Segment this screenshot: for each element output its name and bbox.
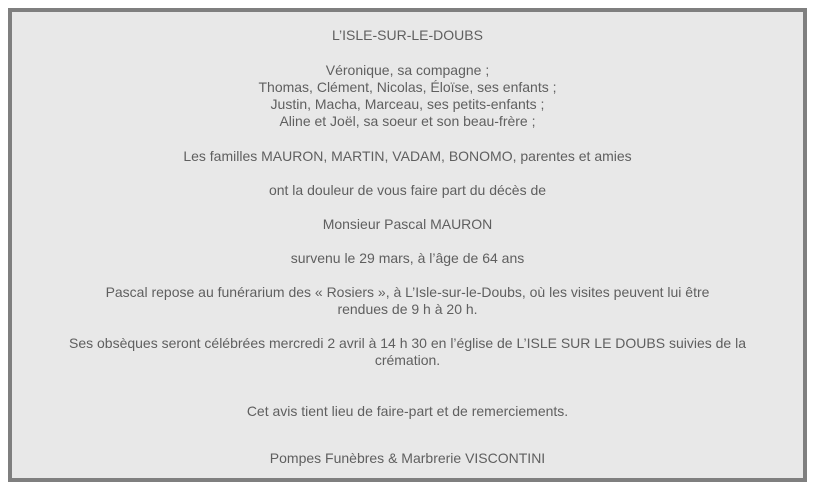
family-line: Thomas, Clément, Nicolas, Éloïse, ses enfants ; bbox=[258, 79, 557, 95]
obituary-notice-frame bbox=[8, 8, 807, 482]
town-heading: L’ISLE-SUR-LE-DOUBS bbox=[332, 27, 483, 43]
families-line: Les familles MAURON, MARTIN, VADAM, BONOMO, parentes et amies bbox=[183, 148, 632, 164]
deceased-name: Monsieur Pascal MAURON bbox=[322, 216, 493, 232]
funeral-text: Ses obsèques seront célébrées mercredi 2 avril à 14 h 30 en l’église de L’ISLE SUR LE DOUBS suivies de la crémation. bbox=[68, 335, 747, 368]
family-line: Aline et Joël, sa soeur et son beau-frère ; bbox=[279, 113, 536, 129]
death-line: survenu le 29 mars, à l’âge de 64 ans bbox=[290, 250, 525, 266]
funeral-paragraph bbox=[12, 335, 803, 369]
funeral-home-line: Pompes Funèbres & Marbrerie VISCONTINI bbox=[269, 450, 546, 466]
rest-place-paragraph bbox=[12, 284, 803, 318]
obituary-notice bbox=[12, 12, 803, 478]
family-line: Justin, Macha, Marceau, ses petits-enfants ; bbox=[270, 96, 545, 112]
family-line: Véronique, sa compagne ; bbox=[325, 62, 490, 78]
thanks-line: Cet avis tient lieu de faire-part et de remerciements. bbox=[246, 403, 569, 419]
rest-place-text: Pascal repose au funérarium des « Rosiers », à L’Isle-sur-le-Doubs, où les visites peuvent lui être rendues de 9 h à 20 h. bbox=[105, 284, 710, 317]
announcement-line: ont la douleur de vous faire part du décès de bbox=[268, 182, 547, 198]
